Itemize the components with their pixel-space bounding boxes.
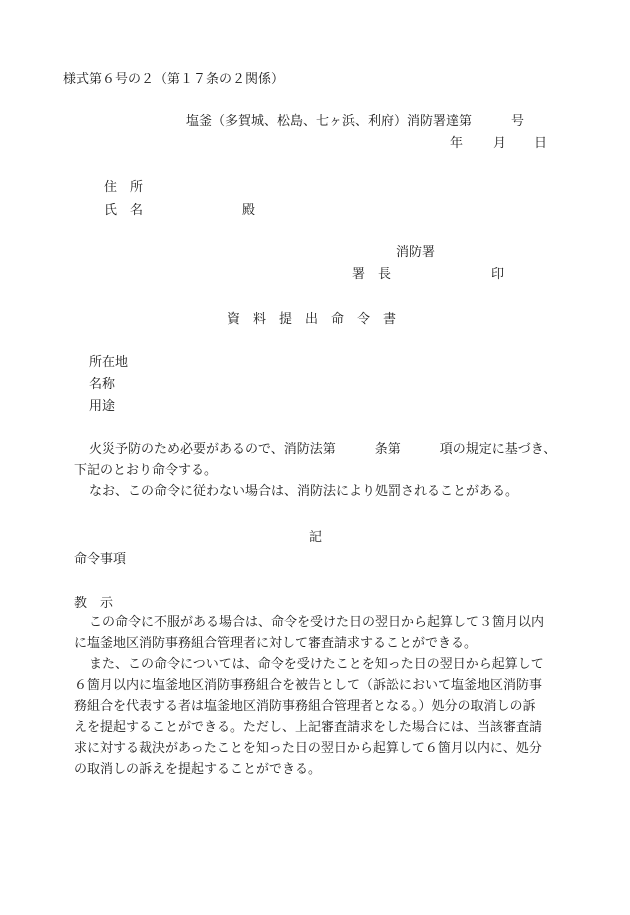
body-line: なお、この命令に従わない場合は、消防法により処罰されることがある。 xyxy=(89,484,519,499)
order-items-label: 命令事項 xyxy=(74,552,127,567)
instruction-line: この命令に不服がある場合は、命令を受けた日の翌日から起算して３箇月以内 xyxy=(89,615,545,630)
body-line: 火災予防のため必要があるので、消防法第 条第 項の規定に基づき、 xyxy=(89,442,557,457)
ki-marker: 記 xyxy=(309,530,323,545)
issuer-line: 塩釜（多賀城、松島、七ヶ浜、利府）消防署達第 号 xyxy=(186,114,525,129)
instruction-text xyxy=(74,616,574,784)
date-day: 日 xyxy=(534,136,548,151)
chief-label: 署 長 xyxy=(352,267,392,282)
location-label: 所在地 xyxy=(89,355,129,370)
instruction-line: えを提起することができる。ただし、上記審査請求をした場合には、当該審査請 xyxy=(74,720,543,735)
use-label: 用途 xyxy=(89,399,116,414)
instruction-line: の取消しの訴えを提起することができる。 xyxy=(74,762,322,777)
order-body xyxy=(74,443,574,506)
honorific: 殿 xyxy=(242,203,256,218)
date-month: 月 xyxy=(493,136,507,151)
address-label: 住 所 xyxy=(104,180,144,195)
form-title: 様式第６号の２（第１７条の２関係） xyxy=(63,72,285,87)
fire-station-name: 消防署 xyxy=(396,245,436,260)
name-label: 氏 名 xyxy=(104,203,144,218)
instruction-line: 務組合を代表する者は塩釜地区消防事務組合管理者となる。）処分の取消しの訴 xyxy=(74,699,536,714)
document-title: 資 料 提 出 命 令 書 xyxy=(227,312,397,327)
instruction-line: ６箇月以内に塩釜地区消防事務組合を被告として（訴訟において塩釜地区消防事 xyxy=(74,678,543,693)
object-name-label: 名称 xyxy=(89,377,116,392)
body-line: 下記のとおり命令する。 xyxy=(74,463,218,478)
instruction-line: に塩釜地区消防事務組合管理者に対して審査請求することができる。 xyxy=(74,636,478,651)
instruction-line: また、この命令については、命令を受けたことを知った日の翌日から起算して xyxy=(89,657,544,672)
instruction-line: 求に対する裁決があったことを知った日の翌日から起算して６箇月以内に、処分 xyxy=(74,741,542,756)
instruction-heading: 教 示 xyxy=(74,596,114,611)
seal-mark: 印 xyxy=(491,267,505,282)
date-year: 年 xyxy=(450,136,464,151)
